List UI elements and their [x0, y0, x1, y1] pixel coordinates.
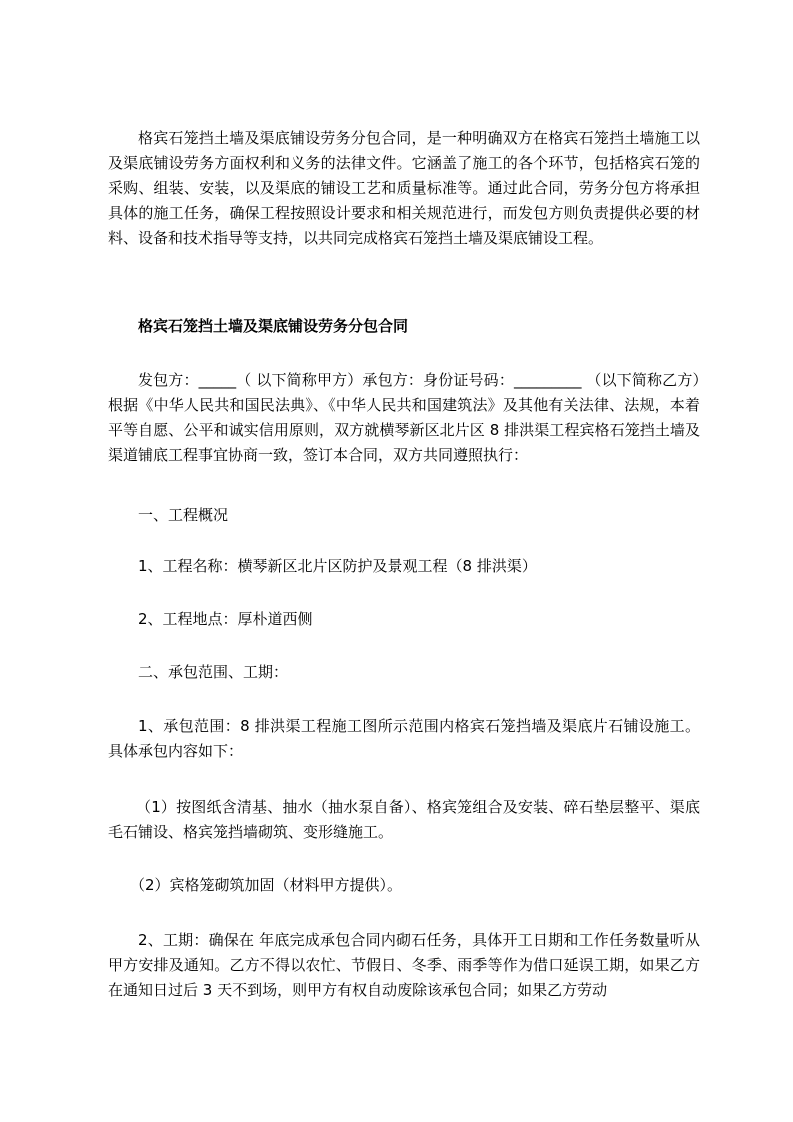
scope-item-1: （1）按图纸含清基、抽水（抽水泵自备）、格宾笼组合及安装、碎石垫层整平、渠底毛石铺设、格宾笼挡墙砌筑、变形缝施工。	[108, 798, 700, 841]
intro-paragraph: 格宾石笼挡土墙及渠底铺设劳务分包合同，是一种明确双方在格宾石笼挡土墙施工以及渠底铺设劳务方面权利和义务的法律文件。它涵盖了施工的各个环节，包括格宾石笼的采购、组装、安装，以及渠底的铺设工艺和质量标准等。通过此合同，劳务分包方将承担具体的施工任务，确保工程按照设计要求和相关规范进行，而发包方则负责提供必要的材料、设备和技术指导等支持，以共同完成格宾石笼挡土墙及渠底铺设工程。	[108, 129, 700, 247]
section-1-heading: 一、工程概况	[138, 506, 229, 524]
parties-paragraph: 发包方：_____（ 以下简称甲方）承包方：身份证号码：_________ （以下简称乙方）根据《中华人民共和国民法典》、《中华人民共和国建筑法》及其他有关法律、法规，本着平等自愿、公平和诚实信用原则，双方就横琴新区北片区 8 排洪渠工程宾格石笼挡土墙及渠道铺底工程事宜协商一致，签订本合同，双方共同遵照执行：	[108, 371, 700, 464]
project-location-item: 2、工程地点：厚朴道西侧	[138, 610, 313, 628]
period-paragraph: 2、工期：确保在 年底完成承包合同内砌石任务，具体开工日期和工作任务数量听从甲方安排及通知。乙方不得以农忙、节假日、冬季、雨季等作为借口延误工期，如果乙方在通知日过后 3 天不到场，则甲方有权自动废除该承包合同；如果乙方劳动	[108, 931, 700, 999]
project-name-item: 1、工程名称：横琴新区北片区防护及景观工程（8 排洪渠）	[138, 557, 537, 575]
section-2-heading: 二、承包范围、工期：	[138, 663, 289, 681]
scope-paragraph: 1、承包范围：8 排洪渠工程施工图所示范围内格宾石笼挡墙及渠底片石铺设施工。具体承包内容如下：	[108, 717, 700, 760]
scope-item-2: （2）宾格笼砌筑加固（材料甲方提供）。	[130, 876, 403, 894]
contract-title: 格宾石笼挡土墙及渠底铺设劳务分包合同	[138, 317, 409, 335]
